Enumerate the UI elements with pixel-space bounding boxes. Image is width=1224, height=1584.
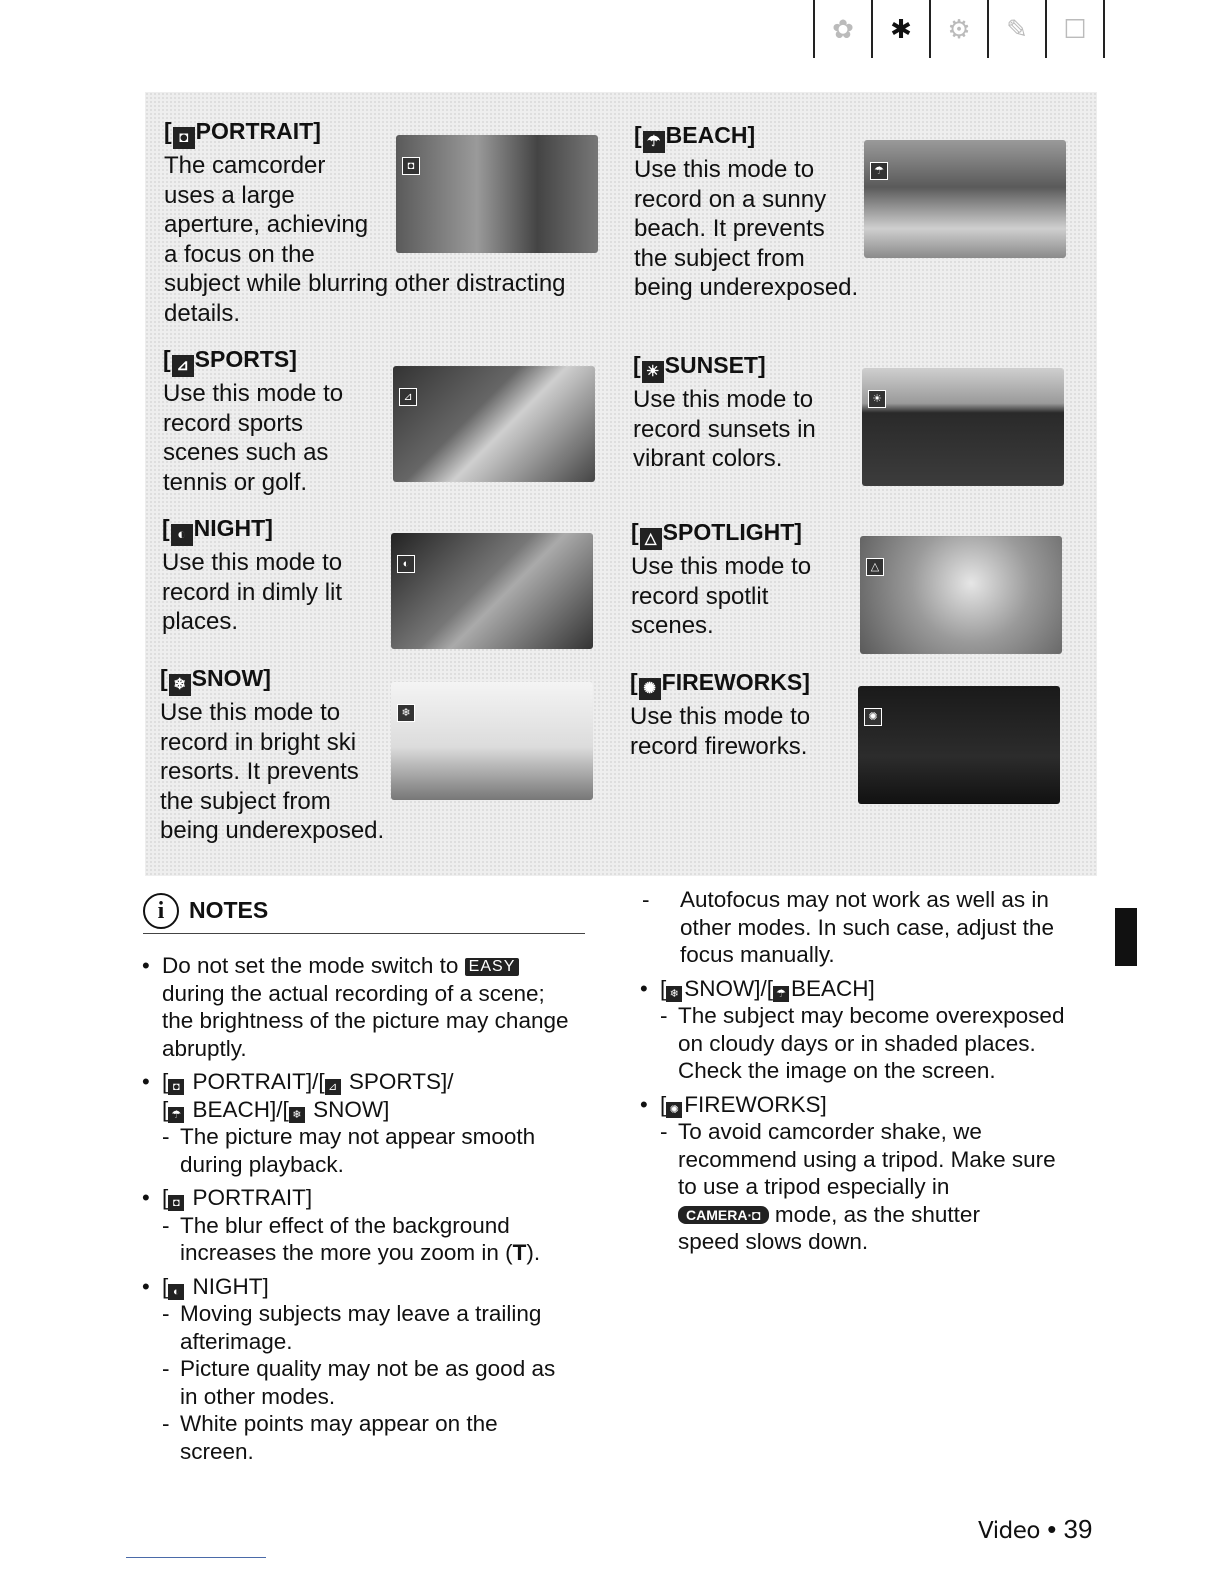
footer-section: Video xyxy=(978,1518,1040,1544)
spotlight-photo xyxy=(860,536,1062,654)
beach-icon: ☂ xyxy=(870,162,888,180)
mode-snow-desc: Use this mode to record in bright ski resorts. It prevents the subject from being underexposed. xyxy=(160,699,385,844)
scene-modes-panel xyxy=(145,92,1097,876)
notes-label: NOTES xyxy=(189,897,269,923)
note-portrait: • [ ◘ PORTRAIT] - The blur effect of the background increases the more you zoom in (T). xyxy=(142,1184,602,1267)
sports-icon: ⊿ xyxy=(325,1079,341,1095)
sports-icon: ⊿ xyxy=(172,355,194,377)
mode-fireworks-title: [ ✺ FIREWORKS] xyxy=(630,669,930,700)
mode-spotlight-desc: Use this mode to record spotlit scenes. xyxy=(631,553,812,639)
fireworks-photo xyxy=(858,686,1060,804)
portrait-icon: ◘ xyxy=(402,157,420,175)
note-night-autofocus: - Autofocus may not work as well as in other modes. In such case, adjust the focus manually. xyxy=(640,886,1100,969)
notes-right-column xyxy=(640,886,1100,1256)
snow-icon: ❄ xyxy=(169,674,191,696)
beach-icon: ☂ xyxy=(773,986,789,1002)
easy-mode-icon: EASY xyxy=(465,958,520,976)
mode-snow-title: [ ❄ SNOW] xyxy=(160,665,460,696)
beach-icon: ☂ xyxy=(643,131,665,153)
note-fireworks: • [ ✺ FIREWORKS] - To avoid camcorder shake, we recommend using a tripod. Make sure to use a tripod especially in CAMERA·◘ mode, as the shutter speed slows down. xyxy=(640,1091,1100,1256)
footer-bullet: • xyxy=(1047,1514,1057,1544)
tab-camera-icon: ✱ xyxy=(871,0,929,58)
snow-icon: ❄ xyxy=(397,704,415,722)
fireworks-icon: ✺ xyxy=(639,678,661,700)
camera-mode-icon: CAMERA·◘ xyxy=(678,1206,769,1224)
mode-portrait-title: [ ◘ PORTRAIT] xyxy=(164,118,624,149)
portrait-icon: ◘ xyxy=(168,1079,184,1095)
mode-sports-desc: Use this mode to record sports scenes such as tennis or golf. xyxy=(163,380,344,496)
page-footer xyxy=(978,1514,1092,1545)
portrait-icon: ◘ xyxy=(168,1195,184,1211)
mode-beach-desc: Use this mode to record on a sunny beach. It prevents the subject from being underexposed. xyxy=(634,156,859,301)
page-number: 39 xyxy=(1063,1514,1093,1544)
mode-sunset-desc: Use this mode to record sunsets in vibrant colors. xyxy=(633,386,816,472)
mode-sports-title: [ ⊿ SPORTS] xyxy=(163,346,463,377)
portrait-photo xyxy=(396,135,598,253)
tab-flower-icon: ✿ xyxy=(813,0,871,58)
sunset-photo xyxy=(862,368,1064,486)
chapter-tab-bar xyxy=(813,0,1105,58)
note-playback-modes: • [ ◘ PORTRAIT]/[ ⊿ SPORTS]/ [ ☂ BEACH]/[ ❄ SNOW] - The picture may not appear smooth during playback. xyxy=(142,1068,602,1178)
mode-portrait-desc: The camcorder uses a large aperture, achieving a focus on the subject while blurring other distracting details. xyxy=(164,152,566,327)
chapter-edge-marker xyxy=(1115,908,1137,966)
note-easy-mode: • Do not set the mode switch to EASY during the actual recording of a scene; the brightness of the picture may change abruptly. xyxy=(142,952,602,1062)
sunset-icon: ☀ xyxy=(642,361,664,383)
mode-night-desc: Use this mode to record in dimly lit places. xyxy=(162,549,343,635)
spotlight-icon: △ xyxy=(866,558,884,576)
mode-night-title: [ ◐ NIGHT] xyxy=(162,515,462,546)
tab-edit-icon: ✎ xyxy=(987,0,1045,58)
notes-left-column xyxy=(142,946,602,1465)
spotlight-icon: △ xyxy=(640,528,662,550)
sports-photo xyxy=(393,366,595,482)
beach-photo xyxy=(864,140,1066,258)
snow-icon: ❄ xyxy=(666,986,682,1002)
fireworks-icon: ✺ xyxy=(666,1102,682,1118)
mode-beach-title: [ ☂ BEACH] xyxy=(634,122,1074,153)
fireworks-icon: ✺ xyxy=(864,708,882,726)
note-snow-beach: • [ ❄ SNOW]/[ ☂ BEACH] - The subject may become overexposed on cloudy days or in shaded places. Check the image on the screen. xyxy=(640,975,1100,1085)
mode-sunset-title: [ ☀ SUNSET] xyxy=(633,352,933,383)
notes-header xyxy=(143,891,585,934)
beach-icon: ☂ xyxy=(168,1107,184,1123)
info-icon: i xyxy=(143,893,179,929)
note-night: • [ ◐ NIGHT] - Moving subjects may leave a trailing afterimage. - Picture quality may not be as good as in other modes. - White points may appear on the screen. xyxy=(142,1273,602,1466)
night-icon: ◐ xyxy=(168,1284,184,1300)
night-photo xyxy=(391,533,593,649)
portrait-icon: ◘ xyxy=(173,127,195,149)
mode-spotlight-title: [ △ SPOTLIGHT] xyxy=(631,519,931,550)
snow-photo xyxy=(391,682,593,800)
snow-icon: ❄ xyxy=(289,1107,305,1123)
sports-icon: ⊿ xyxy=(399,388,417,406)
night-icon: ◐ xyxy=(397,555,415,573)
tab-card-icon: ☐ xyxy=(1045,0,1105,58)
footnote-rule xyxy=(126,1557,266,1558)
mode-fireworks-desc: Use this mode to record fireworks. xyxy=(630,703,811,760)
night-icon: ◐ xyxy=(171,524,193,546)
tab-settings-icon: ⚙ xyxy=(929,0,987,58)
sunset-icon: ☀ xyxy=(868,390,886,408)
